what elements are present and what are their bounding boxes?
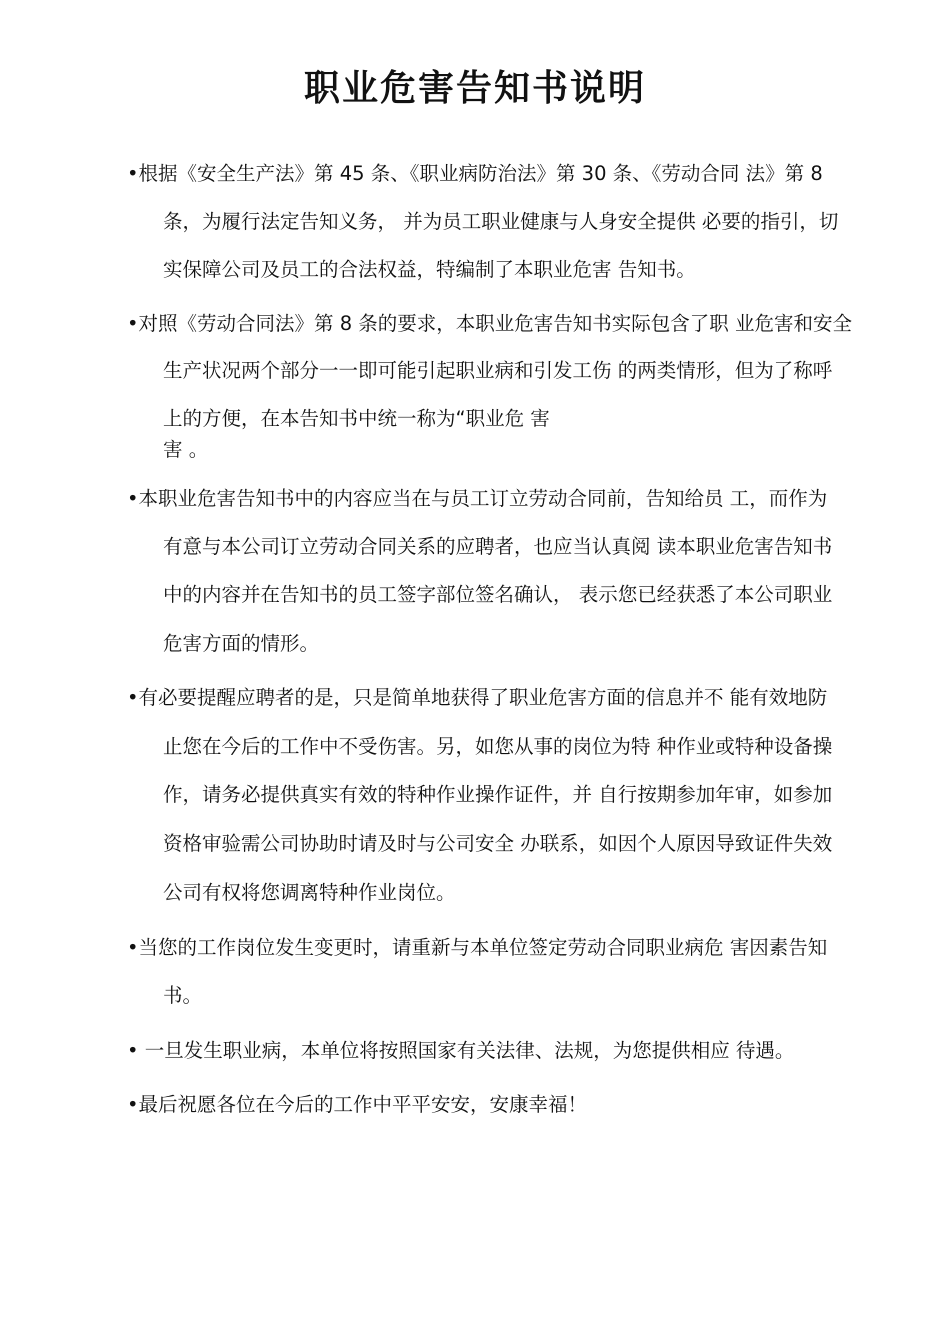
paragraph-4-line-2: 止您在今后的工作中不受伤害。另，如您从事的岗位为特 种作业或特种设备操 — [163, 735, 833, 758]
page-title: 职业危害告知书说明 — [303, 68, 646, 109]
paragraph-1-line-2: 条，为履行法定告知义务， 并为员工职业健康与人身安全提供 必要的指引，切 — [163, 210, 839, 233]
paragraph-2-line-4: 害 。 — [163, 438, 209, 461]
paragraph-2-line-3: 上的方便，在本告知书中统一称为“职业危 害 — [163, 407, 550, 430]
paragraph-3-line-3: 中的内容并在告知书的员工签字部位签名确认， 表示您已经获悉了本公司职业 — [163, 583, 833, 606]
paragraph-4-line-1: •有必要提醒应聘者的是，只是简单地获得了职业危害方面的信息并不 能有效地防 — [127, 686, 828, 709]
paragraph-7-line-1: •最后祝愿各位在今后的工作中平平安安，安康幸福！ — [127, 1093, 588, 1116]
paragraph-1-line-3: 实保障公司及员工的合法权益，特编制了本职业危害 告知书。 — [163, 258, 696, 281]
paragraph-4-line-4: 资格审验需公司协助时请及时与公司安全 办联系，如因个人原因导致证件失效 — [163, 832, 833, 855]
paragraph-3-line-2: 有意与本公司订立劳动合同关系的应聘者，也应当认真阅 读本职业危害告知书 — [163, 535, 833, 558]
paragraph-3-line-1: •本职业危害告知书中的内容应当在与员工订立劳动合同前，告知给员 工，而作为 — [127, 487, 828, 510]
paragraph-4-line-5: 公司有权将您调离特种作业岗位。 — [163, 881, 456, 904]
paragraph-5-line-2: 书。 — [163, 984, 203, 1007]
paragraph-1-line-1: •根据《安全生产法》第 45 条、《职业病防治法》第 30 条、《劳动合同 法》第 8 — [127, 162, 823, 185]
paragraph-6-line-1: • 一旦发生职业病，本单位将按照国家有关法律、法规，为您提供相应 待遇。 — [127, 1039, 795, 1062]
paragraph-4-line-3: 作，请务必提供真实有效的特种作业操作证件，并 自行按期参加年审，如参加 — [163, 783, 833, 806]
paragraph-2-line-2: 生产状况两个部分一一即可能引起职业病和引发工伤 的两类情形，但为了称呼 — [163, 359, 833, 382]
paragraph-5-line-1: •当您的工作岗位发生变更时，请重新与本单位签定劳动合同职业病危 害因素告知 — [127, 936, 828, 959]
paragraph-3-line-4: 危害方面的情形。 — [163, 632, 320, 655]
paragraph-2-line-1: •对照《劳动合同法》第 8 条的要求，本职业危害告知书实际包含了职 业危害和安全 — [127, 312, 853, 335]
